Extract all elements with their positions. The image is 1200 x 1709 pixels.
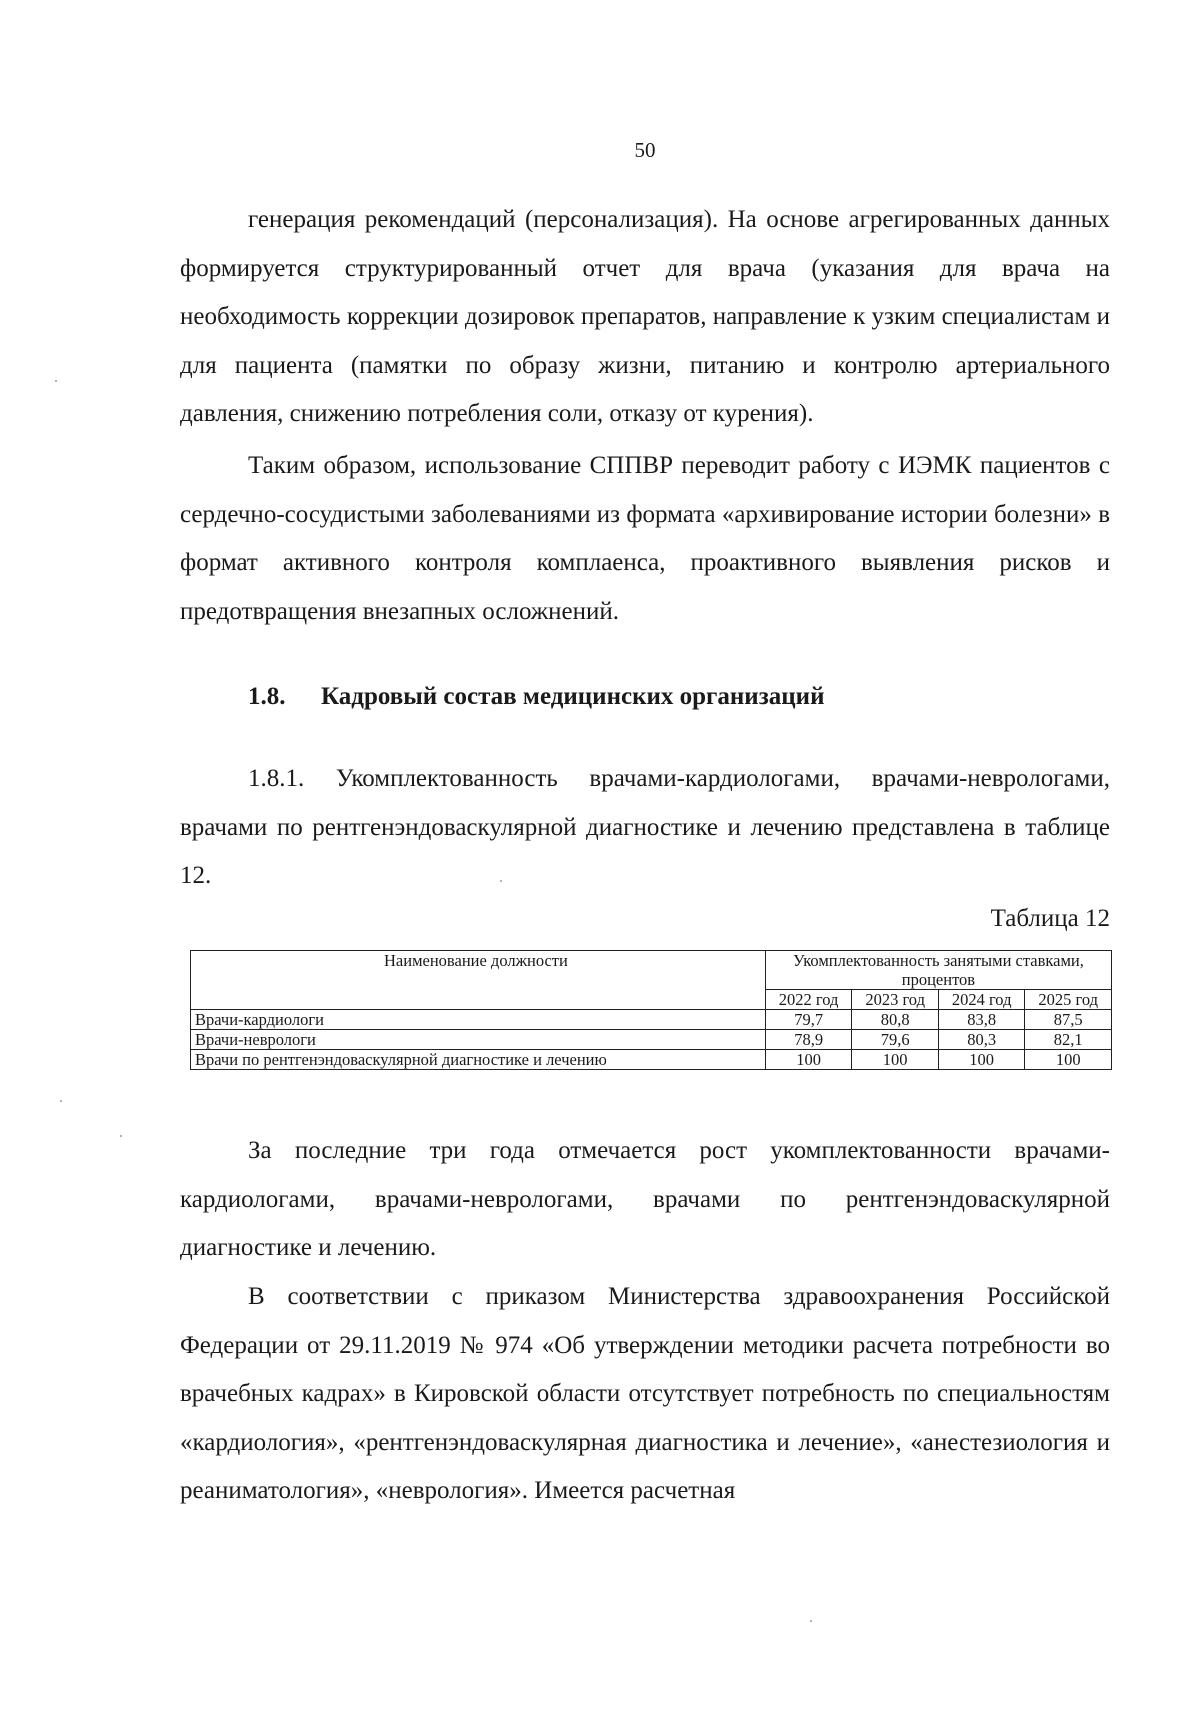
page-number: 50: [634, 138, 656, 162]
row-value: 87,5: [1025, 1010, 1112, 1030]
paragraph-staffing-intro: [180, 755, 1110, 901]
row-value: 100: [1025, 1050, 1112, 1070]
paragraph-recommendations: [180, 196, 1110, 439]
header-position-name: Наименование должности: [191, 951, 766, 1010]
row-value: 79,6: [852, 1030, 939, 1050]
table-row: [191, 1050, 1112, 1070]
table-row: [191, 1030, 1112, 1050]
paragraph-text: В соответствии с приказом Министерства здравоохранения Российской Федерации от 29.11.2019 № 974 «Об утверждении методики расчета потребности во врачебных кадрах» в Кировской области отсутствует потребность по специальностям «кардиология», «рентгенэндоваскулярная диагностика и лечение», «анестезиология и реаниматология», «неврология». Имеется расчетная: [180, 1283, 1110, 1504]
row-value: 82,1: [1025, 1030, 1112, 1050]
header-year: 2025 год: [1025, 990, 1112, 1010]
scan-speck: [120, 1135, 122, 1137]
header-year: 2022 год: [765, 990, 852, 1010]
row-position-name: Врачи по рентгенэндоваскулярной диагностике и лечению: [191, 1050, 766, 1070]
row-value: 100: [765, 1050, 852, 1070]
header-staffing-group: Укомплектованность занятыми ставками, процентов: [765, 951, 1111, 990]
scan-speck: [60, 1100, 62, 1102]
header-year: 2024 год: [938, 990, 1025, 1010]
table-header-row: [191, 951, 1112, 990]
row-value: 100: [938, 1050, 1025, 1070]
table-caption: Таблица 12: [990, 905, 1110, 932]
paragraph-text: За последние три года отмечается рост укомплектованности врачами-кардиологами, врачами-неврологами, врачами по рентгенэндоваскулярной диагностике и лечению.: [180, 1137, 1110, 1261]
section-title: Кадровый состав медицинских организаций: [321, 683, 825, 710]
paragraph-ministry-order: [180, 1273, 1110, 1516]
paragraph-conclusion: [180, 442, 1110, 636]
scan-speck: [500, 880, 502, 882]
row-value: 78,9: [765, 1030, 852, 1050]
row-value: 80,3: [938, 1030, 1025, 1050]
row-value: 100: [852, 1050, 939, 1070]
table-row: [191, 1010, 1112, 1030]
paragraph-text: Таким образом, использование СППВР переводит работу с ИЭМК пациентов с сердечно-сосудистыми заболеваниями из формата «архивирование истории болезни» в формат активного контроля комплаенса, проактивного выявления рисков и предотвращения внезапных осложнений.: [180, 452, 1110, 625]
scan-speck: [810, 1620, 812, 1622]
row-value: 79,7: [765, 1010, 852, 1030]
section-number: 1.8.: [248, 683, 286, 710]
section-heading: [248, 683, 824, 711]
scan-speck: [55, 380, 57, 382]
row-position-name: Врачи-неврологи: [191, 1030, 766, 1050]
staffing-table: [190, 950, 1112, 1070]
paragraph-text: генерация рекомендаций (персонализация). На основе агрегированных данных формируется структурированный отчет для врача (указания для врача на необходимость коррекции дозировок препаратов, направление к узким специалистам и для пациента (памятки по образу жизни, питанию и контролю артериального давления, снижению потребления соли, отказу от курения).: [180, 206, 1110, 427]
row-value: 83,8: [938, 1010, 1025, 1030]
paragraph-staffing-growth: [180, 1127, 1110, 1273]
paragraph-text: 1.8.1. Укомплектованность врачами-кардиологами, врачами-неврологами, врачами по рентгенэндоваскулярной диагностике и лечению представлена в таблице 12.: [180, 765, 1110, 889]
header-year: 2023 год: [852, 990, 939, 1010]
row-value: 80,8: [852, 1010, 939, 1030]
row-position-name: Врачи-кардиологи: [191, 1010, 766, 1030]
